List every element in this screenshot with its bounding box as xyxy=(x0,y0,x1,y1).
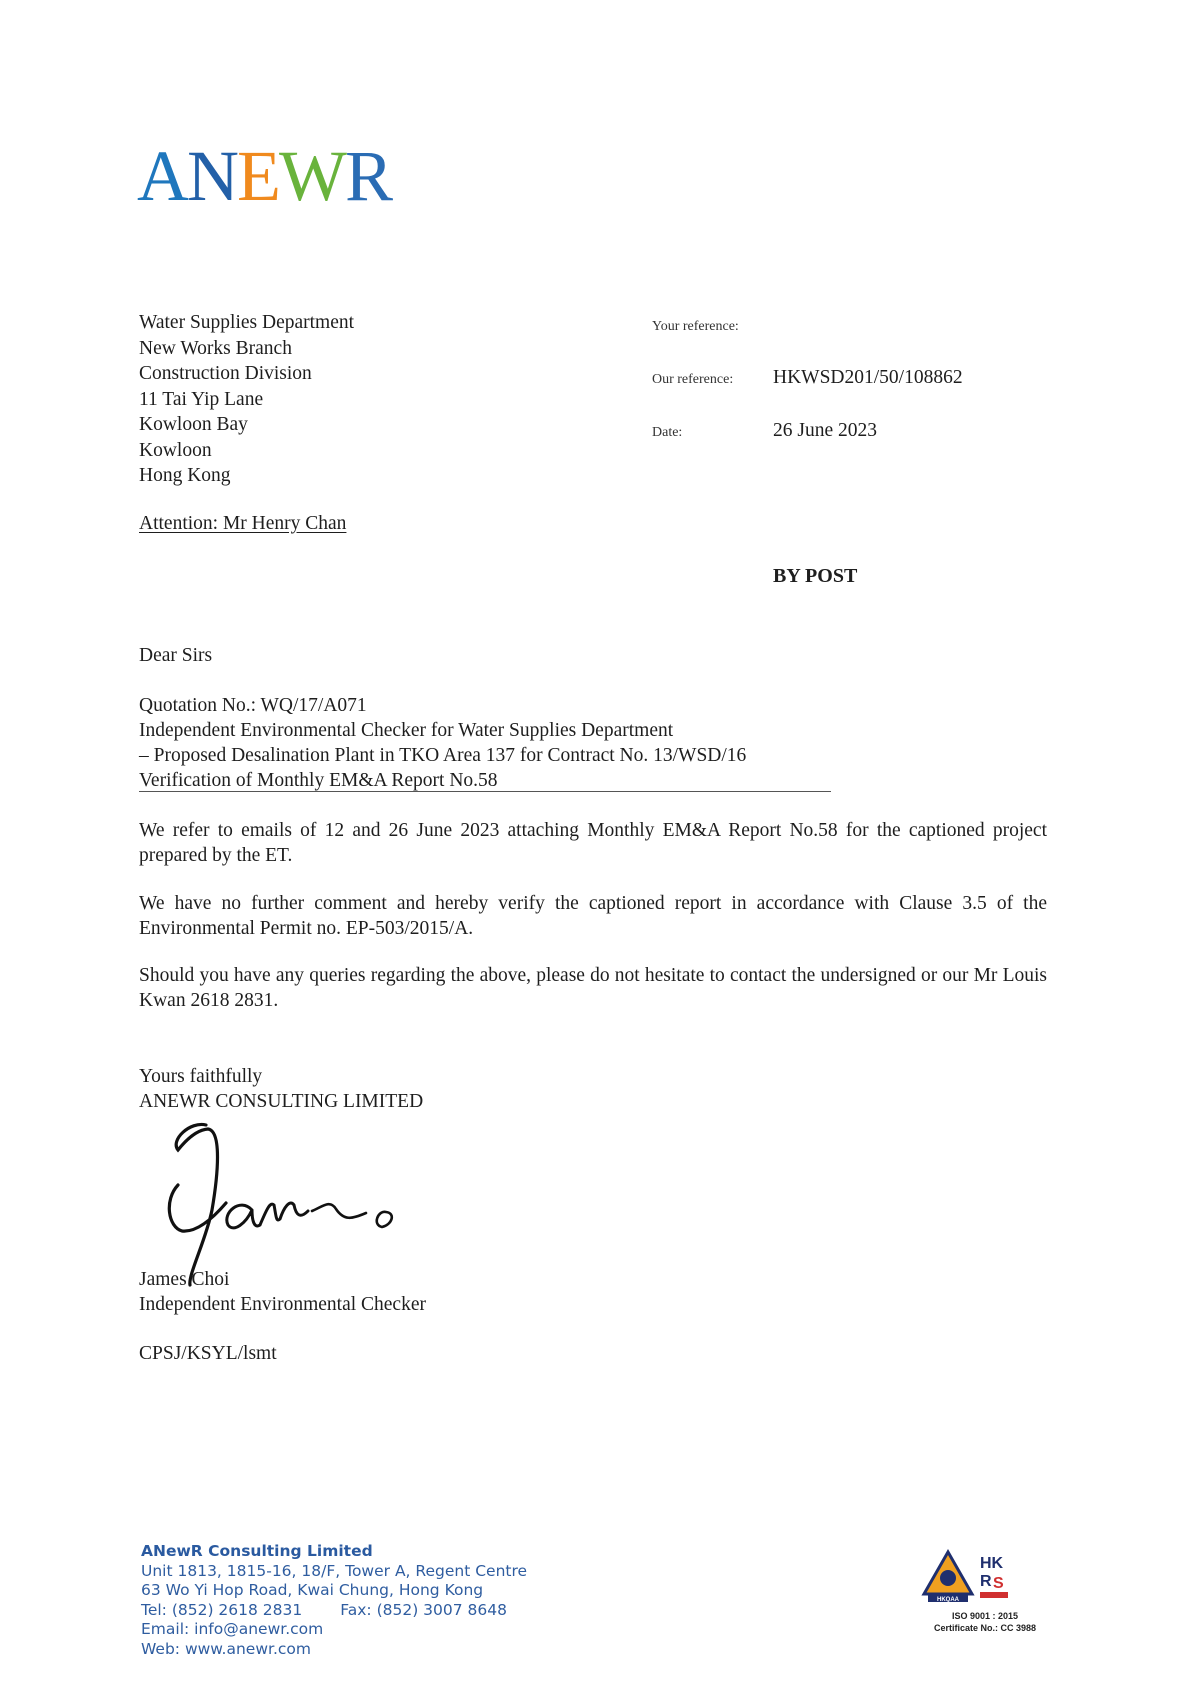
attention-line: Attention: Mr Henry Chan xyxy=(139,513,347,534)
footer-phone-row xyxy=(141,1601,527,1621)
svg-text:HK: HK xyxy=(980,1555,1004,1572)
reference-initials: CPSJ/KSYL/lsmt xyxy=(139,1343,277,1364)
iso-label: ISO 9001 : 2015 xyxy=(951,1611,1019,1621)
footer-email: Email: info@anewr.com xyxy=(141,1620,324,1638)
address-line: Kowloon xyxy=(139,439,212,461)
logo-letter: W xyxy=(278,136,345,216)
certification-block xyxy=(920,1548,1040,1633)
date-value: 26 June 2023 xyxy=(773,420,877,441)
footer-contact xyxy=(141,1542,527,1659)
handwritten-signature xyxy=(160,1115,420,1290)
closing-block xyxy=(139,1064,423,1114)
signer-block xyxy=(139,1267,426,1317)
address-line: Water Supplies Department xyxy=(139,312,355,333)
subject-line: – Proposed Desalination Plant in TKO Area 137 for Contract No. 13/WSD/16 xyxy=(139,745,747,766)
footer-company: ANewR Consulting Limited xyxy=(141,1542,373,1560)
logo-letter: A xyxy=(137,136,187,216)
footer-tel: Tel: (852) 2618 2831 xyxy=(141,1600,303,1619)
company-logo xyxy=(137,136,391,216)
closing-company: ANEWR CONSULTING LIMITED xyxy=(139,1091,424,1112)
subject-line: Independent Environmental Checker for Water Supplies Department xyxy=(139,720,674,741)
delivery-method: BY POST xyxy=(773,565,858,587)
our-reference-value: HKWSD201/50/108862 xyxy=(773,367,963,388)
certification-logos xyxy=(920,1548,1030,1608)
logo-letter: E xyxy=(237,136,279,216)
svg-text:R: R xyxy=(980,1573,992,1590)
valediction: Yours faithfully xyxy=(139,1066,263,1087)
footer-address-line: Unit 1813, 1815-16, 18/F, Tower A, Regent Centre xyxy=(141,1561,528,1580)
hkqaa-badge-text: HKQAA xyxy=(937,1597,959,1603)
logo-letter: N xyxy=(187,136,237,216)
address-line: 11 Tai Yip Lane xyxy=(139,388,264,410)
date-label: Date: xyxy=(652,425,683,440)
salutation: Dear Sirs xyxy=(139,645,213,666)
address-line: Hong Kong xyxy=(139,465,231,486)
your-reference-label: Your reference: xyxy=(652,319,739,334)
footer-fax: Fax: (852) 3007 8648 xyxy=(340,1600,508,1619)
body-paragraph: We refer to emails of 12 and 26 June 2023 attaching Monthly EM&A Report No.58 for the captioned project prepared by the ET. xyxy=(139,820,1047,866)
subject-line: Quotation No.: WQ/17/A071 xyxy=(139,695,367,716)
signer-title: Independent Environmental Checker xyxy=(139,1294,426,1315)
subject-underline xyxy=(139,791,831,792)
subject-block xyxy=(139,693,746,793)
svg-text:S: S xyxy=(993,1575,1004,1592)
certification-text xyxy=(920,1610,1050,1634)
footer-web: Web: www.anewr.com xyxy=(141,1639,311,1658)
address-line: Kowloon Bay xyxy=(139,414,248,435)
footer-address-line: 63 Wo Yi Hop Road, Kwai Chung, Hong Kong xyxy=(141,1581,484,1599)
logo-letter: R xyxy=(344,136,391,216)
address-line: Construction Division xyxy=(139,363,312,384)
recipient-address xyxy=(139,310,354,489)
address-line: New Works Branch xyxy=(139,337,292,359)
body-paragraph: We have no further comment and hereby verify the captioned report in accordance with Clause 3.5 of the Environmental Permit no. EP-503/2015/A. xyxy=(139,893,1047,939)
body-paragraph: Should you have any queries regarding the above, please do not hesitate to contact the undersigned or our Mr Louis Kwan 2618 2831. xyxy=(139,965,1047,1011)
certificate-number: Certificate No.: CC 3988 xyxy=(933,1623,1037,1633)
our-reference-label: Our reference: xyxy=(652,372,734,387)
signer-name: James Choi xyxy=(139,1269,230,1290)
subject-line: Verification of Monthly EM&A Report No.58 xyxy=(139,770,498,791)
